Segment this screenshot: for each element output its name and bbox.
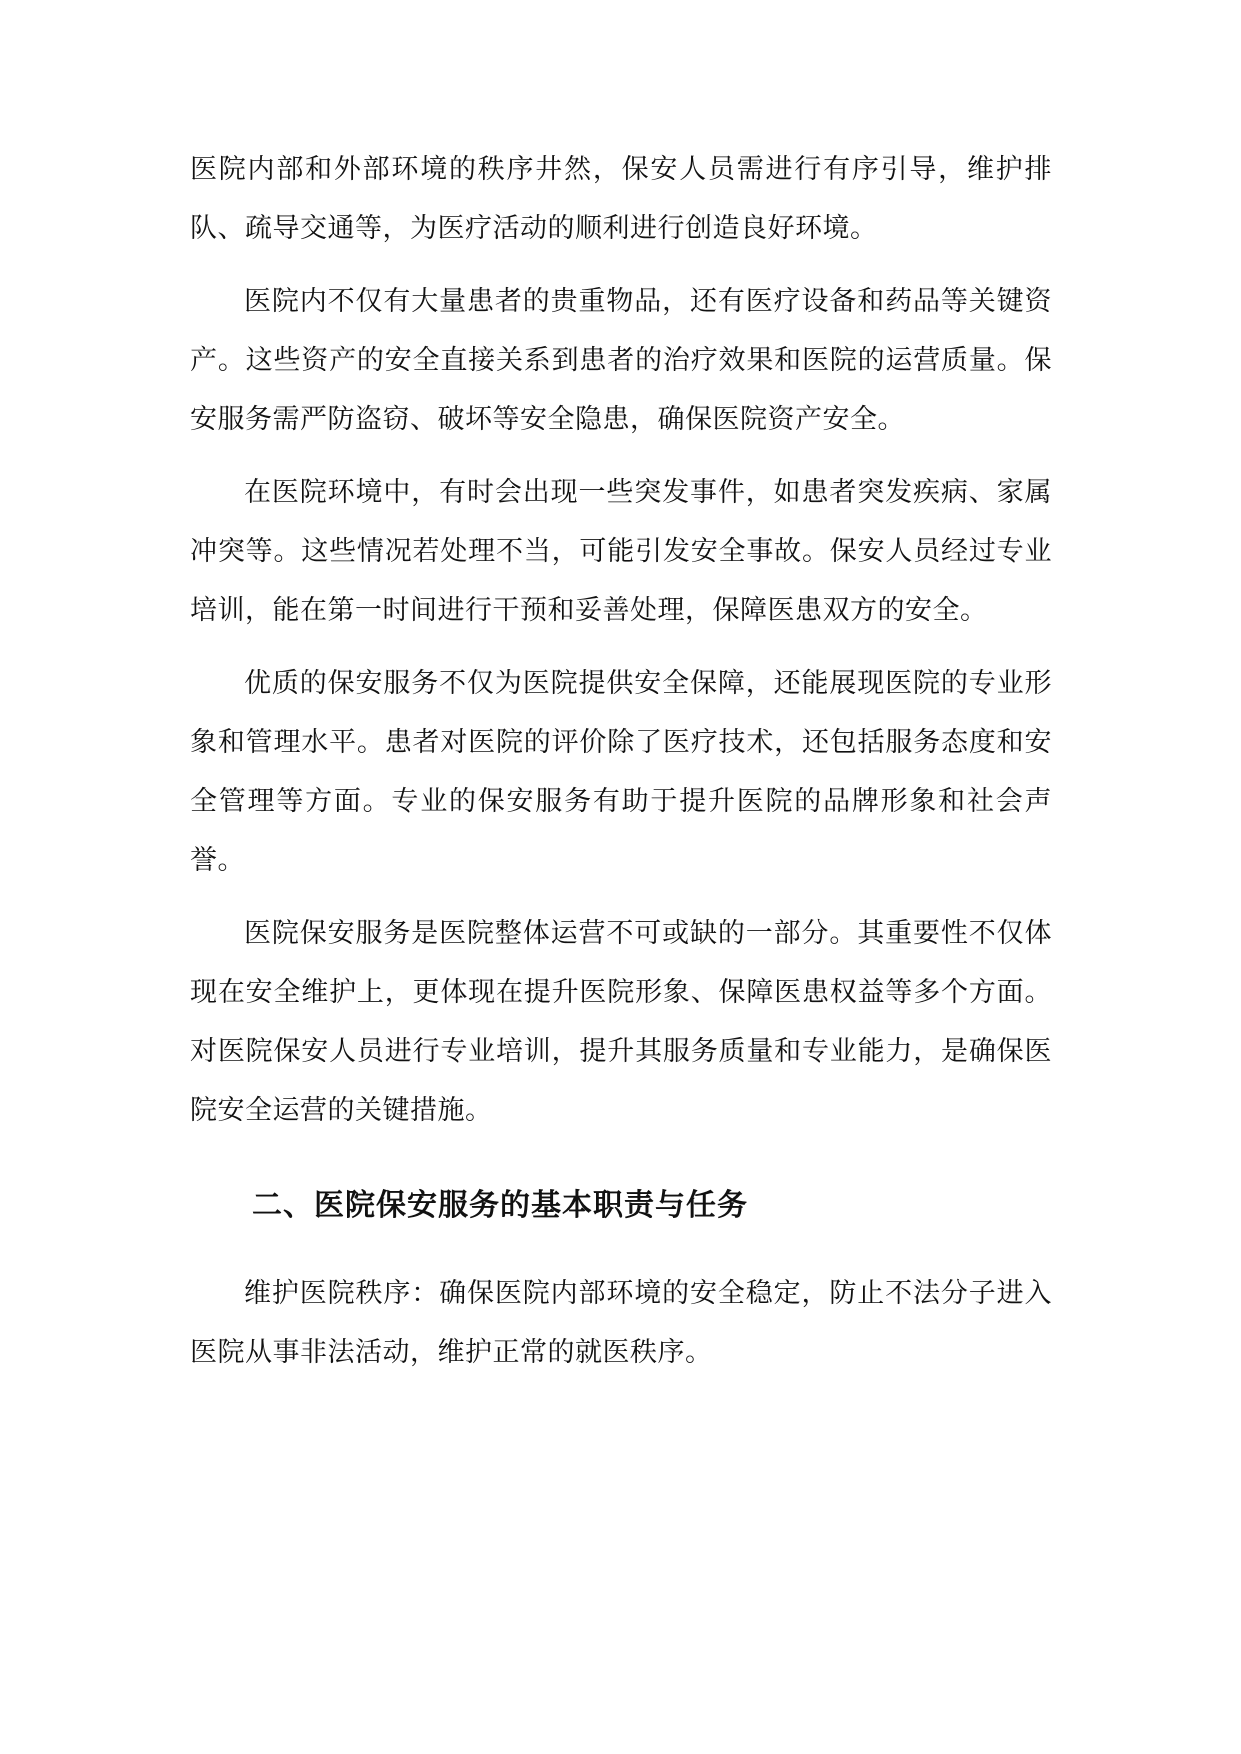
paragraph-maintain-order: 维护医院秩序：确保医院内部环境的安全稳定，防止不法分子进入医院从事非法活动，维护正常的就医秩序。: [190, 1278, 1052, 1368]
paragraph-continuation: 医院内部和外部环境的秩序井然，保安人员需进行有序引导，维护排队、疏导交通等，为医疗活动的顺利进行创造良好环境。: [190, 154, 1052, 244]
paragraph-hospital-image: 优质的保安服务不仅为医院提供安全保障，还能展现医院的专业形象和管理水平。患者对医院的评价除了医疗技术，还包括服务态度和安全管理等方面。专业的保安服务有助于提升医院的品牌形象和社会声誉。: [190, 668, 1052, 876]
paragraph-asset-security: 医院内不仅有大量患者的贵重物品，还有医疗设备和药品等关键资产。这些资产的安全直接关系到患者的治疗效果和医院的运营质量。保安服务需严防盗窃、破坏等安全隐患，确保医院资产安全。: [190, 286, 1052, 435]
paragraph-emergency-handling: 在医院环境中，有时会出现一些突发事件，如患者突发疾病、家属冲突等。这些情况若处理不当，可能引发安全事故。保安人员经过专业培训，能在第一时间进行干预和妥善处理，保障医患双方的安全。: [190, 477, 1052, 626]
section-heading: 二、医院保安服务的基本职责与任务: [252, 1188, 748, 1223]
document-body: [190, 140, 1052, 1396]
paragraph-summary: 医院保安服务是医院整体运营不可或缺的一部分。其重要性不仅体现在安全维护上，更体现在提升医院形象、保障医患权益等多个方面。对医院保安人员进行专业培训，提升其服务质量和专业能力，是确保医院安全运营的关键措施。: [190, 918, 1052, 1126]
